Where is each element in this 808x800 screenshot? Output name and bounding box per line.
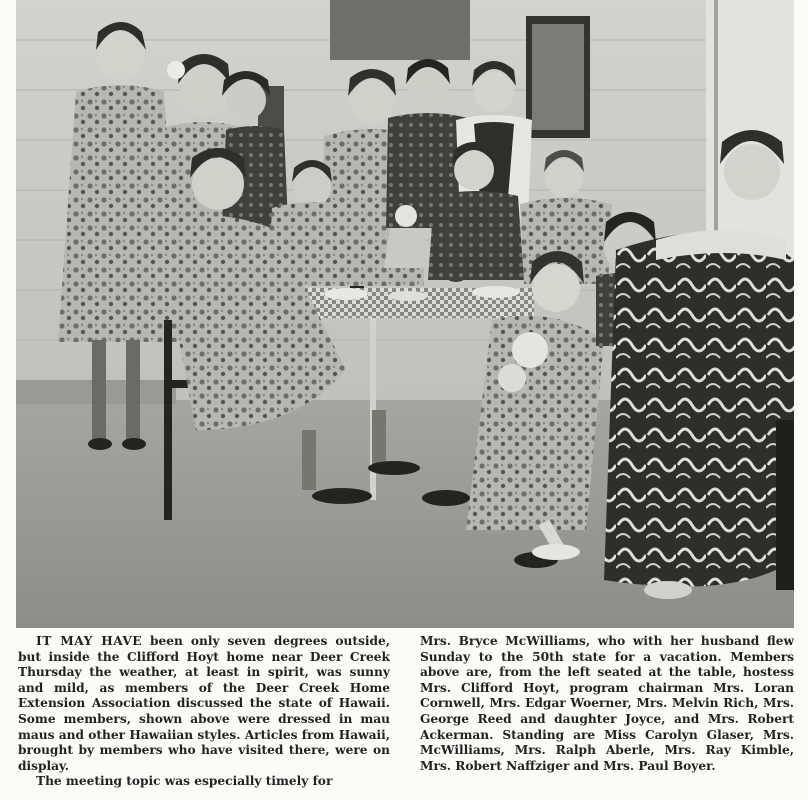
caption-paragraph-1: [18, 634, 390, 774]
newspaper-photo: [16, 0, 794, 628]
caption-lead-in: IT MAY HAVE: [36, 634, 143, 648]
caption-paragraph-continued: Mrs. Bryce McWilliams, who with her husband flew Sunday to the 50th state for a vacation. Members above are, from the left seated at the table, hostess Mrs. Clifford Hoyt, program chairman Mrs. Loran Cornwell, Mrs. Edgar Woerner, Mrs. Melvin Rich, Mrs. George Reed and daughter Joyce, and Mrs. Robert Ackerman. Standing are Miss Carolyn Glaser, Mrs. McWilliams, Mrs. Ralph Aberle, Mrs. Ray Kimble, Mrs. Robert Naffziger and Mrs. Paul Boyer.: [420, 634, 794, 773]
caption-left-column: [18, 634, 390, 800]
photo-illustration: [16, 0, 794, 628]
caption-paragraph-2: The meeting topic was especially timely for: [36, 774, 333, 789]
caption-paragraph-1-text: been only seven degrees outside, but inside the Clifford Hoyt home near Deer Creek Thursday the weather, at least in spirit, was sunny and mild, as members of the Deer Creek Home Extension Association discussed the state of Hawaii. Some members, shown above were dressed in mau maus and other Hawaiian styles. Articles from Hawaii, brought by members who have visited there, were on display.: [18, 634, 390, 773]
caption-right-column: [420, 634, 794, 800]
